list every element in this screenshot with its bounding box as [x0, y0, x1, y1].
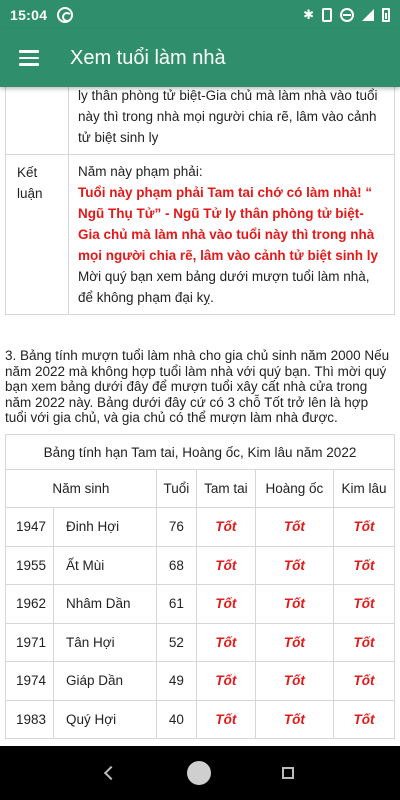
info-text: Mời quý bạn xem bảng dưới mượn tuổi làm nhà, để không phạm đại kỵ.: [78, 269, 370, 305]
status-icons: [303, 7, 390, 23]
hoang-oc-cell: Tốt: [255, 662, 333, 701]
age-cell: 76: [156, 508, 196, 547]
info-row: [6, 154, 394, 314]
col-header: Tam tai: [196, 469, 255, 508]
tam-tai-cell: Tốt: [196, 623, 255, 662]
content-scroll[interactable]: [0, 29, 400, 746]
borrow-age-table: [5, 434, 395, 740]
bluetooth-icon: ✱: [303, 6, 314, 22]
hoang-oc-cell: Tốt: [255, 546, 333, 585]
table-row: [6, 508, 395, 547]
table-caption: Bảng tính hạn Tam tai, Hoàng ốc, Kim lâu năm 2022: [5, 434, 395, 469]
year-cell: 1974: [6, 662, 54, 701]
section-paragraph: 3. Bảng tính mượn tuổi làm nhà cho gia chủ sinh năm 2000 Nếu năm 2022 mà không hợp tuổi làm nhà với quý bạn. Thì mời quý bạn xem bảng dưới đây để mượn tuổi xây cất nhà cửa trong năm 2022 này. Bảng dưới đây cứ có 3 chỗ Tốt trở lên là hợp tuổi với gia chủ, và gia chủ có thể mượn làm nhà được.: [5, 348, 390, 425]
canchi-cell: Giáp Dần: [54, 662, 157, 701]
year-cell: 1947: [6, 508, 54, 547]
canchi-cell: Ất Mùi: [54, 546, 157, 585]
app-bar: [0, 29, 400, 87]
page-title: Xem tuổi làm nhà: [70, 46, 226, 69]
info-row: [6, 79, 394, 154]
canchi-cell: Quý Hợi: [54, 700, 157, 739]
table-row: [6, 700, 395, 739]
hoang-oc-cell: Tốt: [255, 585, 333, 624]
kim-lau-cell: Tốt: [333, 585, 394, 624]
conclusion-table: [5, 79, 395, 315]
table-row: [6, 623, 395, 662]
col-header: Hoàng ốc: [255, 469, 333, 508]
vibrate-icon: [322, 8, 332, 22]
info-key: [6, 79, 69, 154]
hoang-oc-cell: Tốt: [255, 623, 333, 662]
status-time: 15:04: [10, 6, 48, 23]
year-cell: 1955: [6, 546, 54, 585]
col-header: Năm sinh: [6, 469, 157, 508]
table-row: [6, 662, 395, 701]
home-icon[interactable]: [187, 761, 211, 785]
table-row: [6, 546, 395, 585]
menu-icon[interactable]: [0, 29, 58, 87]
canchi-cell: Tân Hợi: [54, 623, 157, 662]
table-row: [6, 585, 395, 624]
back-icon[interactable]: [104, 766, 118, 780]
tam-tai-cell: Tốt: [196, 662, 255, 701]
nav-bar: [0, 746, 400, 800]
age-cell: 68: [156, 546, 196, 585]
status-bar: [0, 0, 400, 29]
kim-lau-cell: Tốt: [333, 623, 394, 662]
year-cell: 1962: [6, 585, 54, 624]
hoang-oc-cell: Tốt: [255, 508, 333, 547]
info-key: Kết luận: [6, 155, 69, 314]
info-value: [69, 79, 394, 154]
recents-icon[interactable]: [282, 767, 294, 779]
year-cell: 1983: [6, 700, 54, 739]
age-cell: 40: [156, 700, 196, 739]
col-header: Tuổi: [156, 469, 196, 508]
tam-tai-cell: Tốt: [196, 700, 255, 739]
warning-text: Tuổi này phạm phải Tam tai chớ có làm nhà! “ Ngũ Thụ Tử” - Ngũ Tử ly thân phòng tử biệt-Gia chủ mà làm nhà vào tuổi này thì trong nhà mọi người chia rẽ, lâm vào cảnh tử biệt sinh ly: [78, 185, 378, 263]
sync-icon: [57, 7, 73, 23]
tam-tai-cell: Tốt: [196, 585, 255, 624]
kim-lau-cell: Tốt: [333, 662, 394, 701]
kim-lau-cell: Tốt: [333, 508, 394, 547]
year-cell: 1971: [6, 623, 54, 662]
canchi-cell: Đinh Hợi: [54, 508, 157, 547]
age-cell: 61: [156, 585, 196, 624]
canchi-cell: Nhâm Dần: [54, 585, 157, 624]
age-cell: 52: [156, 623, 196, 662]
info-text: ly thân phòng tử biệt-Gia chủ mà làm nhà vào tuổi này thì trong nhà mọi người chia rẽ, lâm vào cảnh tử biệt sinh ly: [78, 88, 378, 145]
col-header: Kim lâu: [333, 469, 394, 508]
battery-icon: [382, 8, 390, 22]
info-value: [69, 155, 394, 314]
tam-tai-cell: Tốt: [196, 546, 255, 585]
tam-tai-cell: Tốt: [196, 508, 255, 547]
hoang-oc-cell: Tốt: [255, 700, 333, 739]
signal-icon: [362, 9, 374, 21]
info-text: Năm này phạm phải:: [78, 164, 203, 179]
dnd-icon: [340, 8, 354, 22]
kim-lau-cell: Tốt: [333, 700, 394, 739]
table-header-row: [6, 469, 395, 508]
kim-lau-cell: Tốt: [333, 546, 394, 585]
age-cell: 49: [156, 662, 196, 701]
